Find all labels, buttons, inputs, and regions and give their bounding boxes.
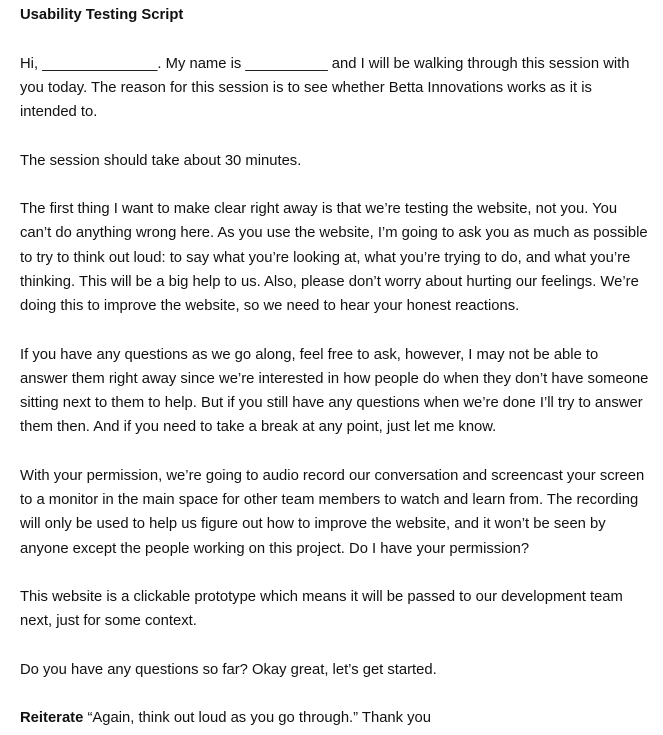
text-line: thinking. This will be a big help to us. Also, please don’t worry about hurting our feelings. We’re (20, 273, 639, 290)
text-line: If you have any questions as we go along, feel free to ask, however, I may not be able to (20, 346, 599, 363)
paragraph-greeting (20, 52, 663, 125)
text-line: you today. The reason for this session is to see whether Betta Innovations works as it is (20, 79, 592, 96)
text-line: sitting next to them to help. But if you still have any questions when we’re done I’ll try to answer (20, 395, 643, 411)
paragraph-prototype-context (20, 585, 663, 634)
reiterate-line (20, 706, 663, 730)
page-title: Usability Testing Script (20, 7, 184, 23)
paragraph-get-started (20, 658, 663, 682)
reiterate-text: “Again, think out loud as you go through.” Thank you (87, 710, 432, 727)
paragraph-questions (20, 343, 663, 440)
text-line: This website is a clickable prototype which means it will be passed to our development team (20, 589, 623, 605)
paragraph-reiterate (20, 706, 663, 730)
text-line: With your permission, we’re going to audio record our conversation and screencast your screen (20, 467, 645, 484)
paragraph-duration (20, 149, 663, 173)
text-line: can’t do anything wrong here. As you use the website, I’m going to ask you as much as possible (20, 225, 648, 242)
text-line: will only be used to help us figure out how to improve the website, and it won’t be seen by (20, 516, 606, 533)
paragraph-think-aloud (20, 197, 663, 318)
text-line: anyone except the people working on this project. Do I have your permission? (20, 540, 530, 557)
text-line: The first thing I want to make clear right away is that we’re testing the website, not you. You (20, 201, 618, 217)
text-line: Hi, ______________. My name is __________ and I will be walking through this session with (20, 55, 630, 72)
text-line: Do you have any questions so far? Okay great, let’s get started. (20, 661, 437, 678)
text-line: to a monitor in the main space for other team members to watch and learn from. The recording (20, 492, 639, 508)
paragraph-recording-consent (20, 464, 663, 561)
reiterate-label: Reiterate (20, 710, 84, 727)
text-line: to try to think out loud: to say what you’re looking at, what you’re trying to do, and what you’re (20, 249, 631, 266)
text-line: The session should take about 30 minutes. (20, 152, 302, 169)
text-line: next, just for some context. (20, 613, 197, 630)
text-line: doing this to improve the website, so we need to hear your honest reactions. (20, 298, 520, 314)
text-line: answer them right away since we’re interested in how people do when they don’t have someone (20, 370, 649, 387)
text-line: intended to. (20, 104, 98, 120)
text-line: them then. And if you need to take a break at any point, just let me know. (20, 419, 497, 436)
